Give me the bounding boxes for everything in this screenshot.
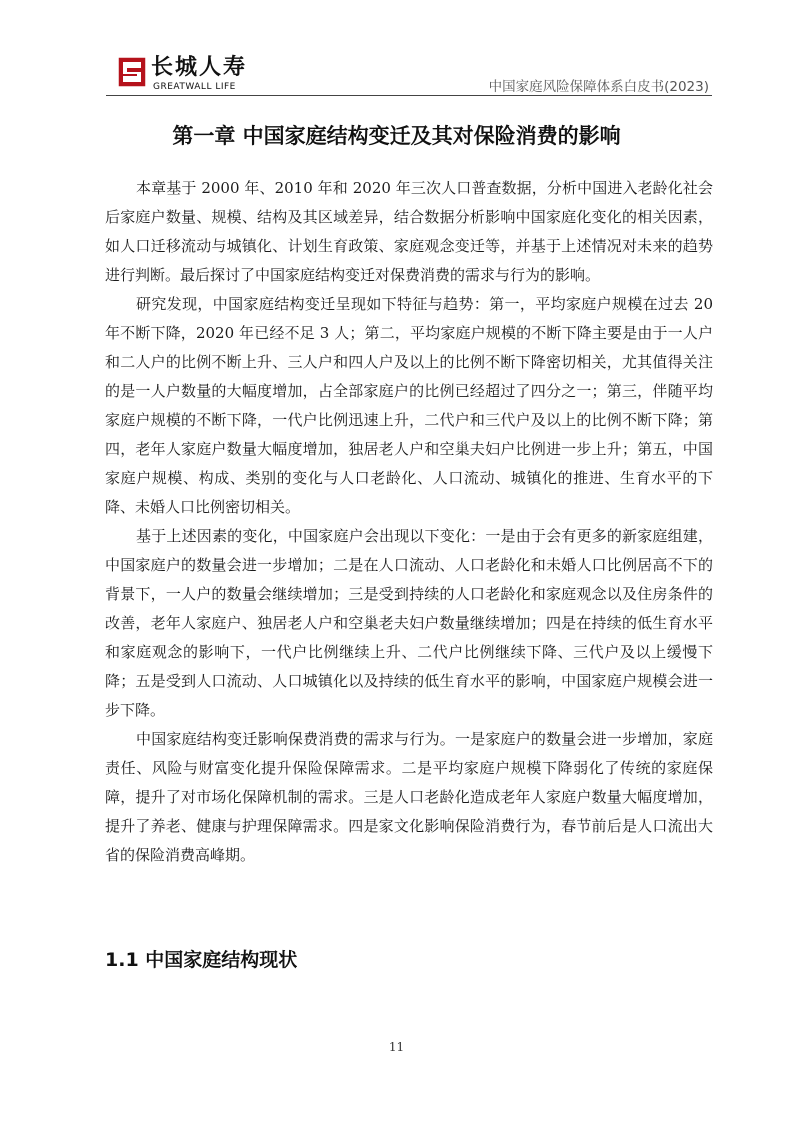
greatwall-life-logo — [117, 56, 267, 94]
paragraph: 本章基于 2000 年、2010 年和 2020 年三次人口普查数据，分析中国进入老龄化社会后家庭户数量、规模、结构及其区域差异，结合数据分析影响中国家庭化变化的相关因素，如人口迁移流动与城镇化、计划生育政策、家庭观念变迁等，并基于上述情况对未来的趋势进行判断。最后探讨了中国家庭结构变迁对保费消费的需求与行为的影响。 — [105, 179, 713, 284]
paragraph: 基于上述因素的变化，中国家庭户会出现以下变化：一是由于会有更多的新家庭组建，中国家庭户的数量会进一步增加；二是在人口流动、人口老龄化和未婚人口比例居高不下的背景下，一人户的数量会继续增加；三是受到持续的人口老龄化和家庭观念以及住房条件的改善，老年人家庭户、独居老人户和空巢老夫妇户数量继续增加；四是在持续的低生育水平和家庭观念的影响下，一代户比例继续上升、二代户比例继续下降、三代户及以上缓慢下降；五是受到人口流动、人口城镇化以及持续的低生育水平的影响，中国家庭户规模会进一步下降。 — [105, 527, 713, 719]
paragraph: 研究发现，中国家庭结构变迁呈现如下特征与趋势：第一，平均家庭户规模在过去 20 年不断下降，2020 年已经不足 3 人；第二，平均家庭户规模的不断下降主要是由于一人户和二人户的比例不断上升、三人户和四人户及以上的比例不断下降密切相关，尤其值得关注的是一人户数量的大幅度增加，占全部家庭户的比例已经超过了四分之一；第三，伴随平均家庭户规模的不断下降，一代户比例迅速上升，二代户和三代户及以上的比例不断下降；第四，老年人家庭户数量大幅度增加，独居老人户和空巢夫妇户比例进一步上升；第五，中国家庭户规模、构成、类别的变化与人口老龄化、人口流动、城镇化的推进、生育水平的下降、未婚人口比例密切相关。 — [105, 295, 713, 516]
chapter-body — [105, 174, 713, 870]
section-heading: 1.1 中国家庭结构现状 — [105, 949, 298, 971]
page-number: 11 — [388, 1040, 405, 1054]
page-header — [0, 0, 793, 100]
logo-chinese-name: 长城人寿 — [151, 55, 248, 80]
chapter-title: 第一章 中国家庭结构变迁及其对保险消费的影响 — [172, 124, 621, 148]
header-divider — [106, 95, 712, 96]
paragraph: 中国家庭结构变迁影响保费消费的需求与行为。一是家庭户的数量会进一步增加，家庭责任、风险与财富变化提升保险保障需求。二是平均家庭户规模下降弱化了传统的家庭保障，提升了对市场化保障机制的需求。三是人口老龄化造成老年人家庭户数量大幅度增加，提升了养老、健康与护理保障需求。四是家文化影响保险消费行为，春节前后是人口流出大省的保险消费高峰期。 — [105, 730, 713, 864]
greatwall-logo-icon — [117, 56, 147, 88]
running-title: 中国家庭风险保障体系白皮书(2023) — [488, 79, 709, 95]
logo-english-name: GREATWALL LIFE — [153, 82, 236, 92]
